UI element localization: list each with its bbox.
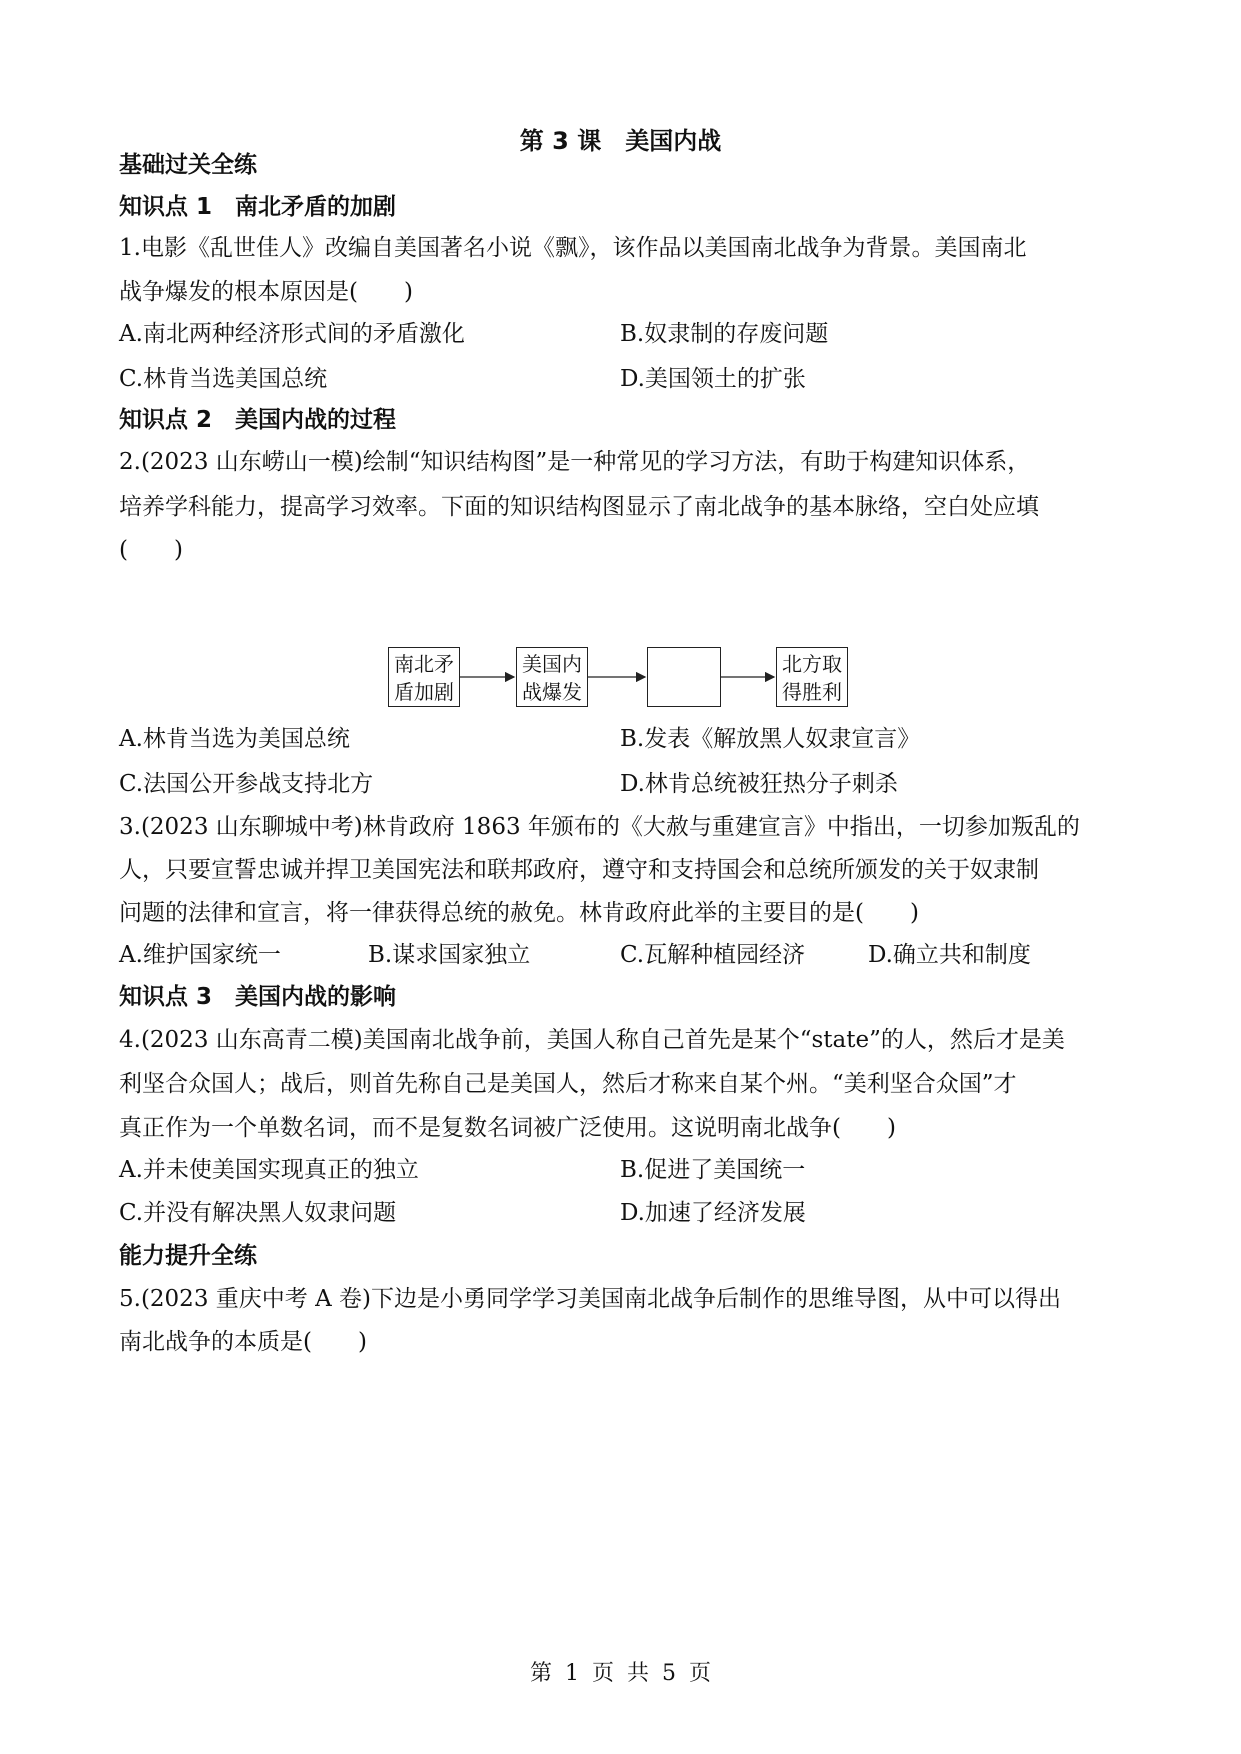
q3-option-b: B.谋求国家独立 <box>368 942 531 968</box>
section-heading-basic: 基础过关全练 <box>119 152 257 178</box>
section-heading-advanced: 能力提升全练 <box>119 1243 257 1269</box>
diagram-box-1-line2: 盾加剧 <box>394 680 454 704</box>
q5-stem-line2: 南北战争的本质是( ) <box>119 1329 367 1355</box>
q2-option-d: D.林肯总统被狂热分子刺杀 <box>620 771 898 797</box>
q4-option-c: C.并没有解决黑人奴隶问题 <box>119 1200 397 1226</box>
q4-stem-line2: 利坚合众国人；战后，则首先称自己是美国人，然后才称来自某个州。“美利坚合众国”才 <box>119 1071 1017 1097</box>
diagram-box-4-line2: 得胜利 <box>782 680 842 704</box>
diagram-box-2-line1: 美国内 <box>522 652 582 676</box>
q3-option-d: D.确立共和制度 <box>868 942 1031 968</box>
q2-stem-line1: 2.(2023 山东崂山一模)绘制“知识结构图”是一种常见的学习方法，有助于构建知识体系， <box>119 449 1031 475</box>
knowledge-structure-diagram <box>388 647 858 711</box>
q4-option-b: B.促进了美国统一 <box>620 1157 806 1183</box>
q3-stem-line1: 3.(2023 山东聊城中考)林肯政府 1863 年颁布的《大赦与重建宣言》中指出，一切参加叛乱的 <box>119 814 1080 840</box>
q1-option-b: B.奴隶制的存废问题 <box>620 321 829 347</box>
q5-stem-line1: 5.(2023 重庆中考 A 卷)下边是小勇同学学习美国南北战争后制作的思维导图，从中可以得出 <box>119 1286 1061 1312</box>
q4-option-a: A.并未使美国实现真正的独立 <box>119 1157 419 1183</box>
q4-stem-line1: 4.(2023 山东高青二模)美国南北战争前，美国人称自己首先是某个“state”的人，然后才是美 <box>119 1027 1065 1053</box>
q1-option-a: A.南北两种经济形式间的矛盾激化 <box>119 321 465 347</box>
q1-stem-line2: 战争爆发的根本原因是( ) <box>119 279 413 305</box>
q1-option-d: D.美国领土的扩张 <box>620 366 806 392</box>
q2-option-c: C.法国公开参战支持北方 <box>119 771 374 797</box>
q1-option-c: C.林肯当选美国总统 <box>119 366 328 392</box>
q4-stem-line3: 真正作为一个单数名词，而不是复数名词被广泛使用。这说明南北战争( ) <box>119 1115 896 1141</box>
diagram-box-2-line2: 战爆发 <box>522 680 582 704</box>
q3-stem-line3: 问题的法律和宣言，将一律获得总统的赦免。林肯政府此举的主要目的是( ) <box>119 900 919 926</box>
knowledge-point-1: 知识点 1 南北矛盾的加剧 <box>119 194 397 220</box>
knowledge-point-3: 知识点 3 美国内战的影响 <box>119 984 397 1010</box>
diagram-box-1-line1: 南北矛 <box>394 652 454 676</box>
page-footer: 第 1 页 共 5 页 <box>530 1661 711 1686</box>
page-title: 第 3 课 美国内战 <box>519 127 722 155</box>
q2-stem-line2: 培养学科能力，提高学习效率。下面的知识结构图显示了南北战争的基本脉络，空白处应填 <box>119 494 1039 520</box>
q3-option-c: C.瓦解种植园经济 <box>620 942 806 968</box>
q2-option-b: B.发表《解放黑人奴隶宣言》 <box>620 726 921 752</box>
q2-stem-line3: ( ) <box>119 537 183 563</box>
q1-stem-line1: 1.电影《乱世佳人》改编自美国著名小说《飘》，该作品以美国南北战争为背景。美国南北 <box>119 235 1027 261</box>
q3-stem-line2: 人，只要宣誓忠诚并捍卫美国宪法和联邦政府，遵守和支持国会和总统所颁发的关于奴隶制 <box>119 857 1039 883</box>
diagram-arrows <box>388 647 858 711</box>
q2-option-a: A.林肯当选为美国总统 <box>119 726 350 752</box>
q4-option-d: D.加速了经济发展 <box>620 1200 806 1226</box>
q3-option-a: A.维护国家统一 <box>119 942 281 968</box>
knowledge-point-2: 知识点 2 美国内战的过程 <box>119 407 397 433</box>
diagram-box-4-line1: 北方取 <box>782 652 842 676</box>
